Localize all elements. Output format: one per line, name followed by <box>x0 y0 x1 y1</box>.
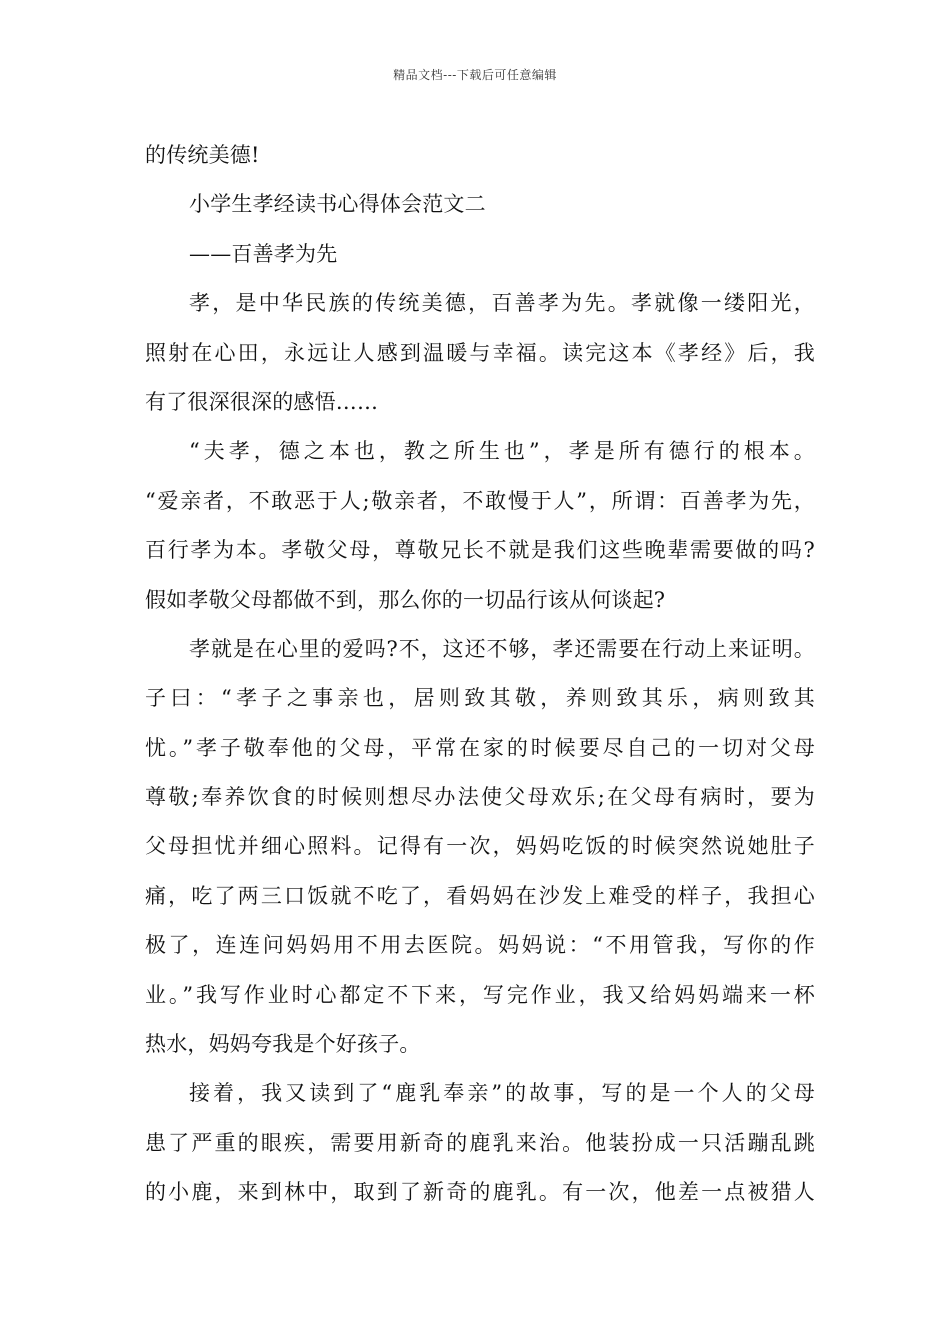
text-line: “夫孝，德之本也，教之所生也”，孝是所有德行的根本。 <box>189 439 815 464</box>
section-subtitle: ——百善孝为先 <box>189 241 338 266</box>
text-line: “爱亲者，不敢恶于人;敬亲者，不敢慢于人”，所谓：百善孝为先， <box>145 488 815 513</box>
text-line: 百行孝为本。孝敬父母，尊敬兄长不就是我们这些晚辈需要做的吗? <box>145 538 815 563</box>
text-line: 热水，妈妈夸我是个好孩子。 <box>145 1032 421 1057</box>
text-line: 假如孝敬父母都做不到，那么你的一切品行该从何谈起? <box>145 587 666 612</box>
text-line: 照射在心田，永远让人感到温暖与幸福。读完这本《孝经》后，我 <box>145 340 815 365</box>
text-line: 痛，吃了两三口饭就不吃了，看妈妈在沙发上难受的样子，我担心 <box>145 883 815 908</box>
text-line: 业。”我写作业时心都定不下来，写完作业，我又给妈妈端来一杯 <box>145 982 815 1007</box>
document-body <box>145 131 815 1218</box>
text-line: 接着，我又读到了“鹿乳奉亲”的故事，写的是一个人的父母 <box>189 1081 815 1106</box>
text-line: 子曰：“孝子之事亲也，居则致其敬，养则致其乐，病则致其 <box>145 686 815 711</box>
text-line: 尊敬;奉养饮食的时候则想尽办法使父母欢乐;在父母有病时，要为 <box>145 785 815 810</box>
text-line: 患了严重的眼疾，需要用新奇的鹿乳来治。他装扮成一只活蹦乱跳 <box>145 1130 815 1155</box>
text-line: 父母担忧并细心照料。记得有一次，妈妈吃饭的时候突然说她肚子 <box>145 834 815 859</box>
text-line: 的传统美德! <box>145 143 260 167</box>
text-line: 孝就是在心里的爱吗?不，这还不够，孝还需要在行动上来证明。 <box>189 636 815 661</box>
section-title: 小学生孝经读书心得体会范文二 <box>189 192 486 217</box>
text-line: 孝，是中华民族的传统美德，百善孝为先。孝就像一缕阳光， <box>189 291 815 316</box>
text-line: 忧。”孝子敬奉他的父母，平常在家的时候要尽自己的一切对父母 <box>145 735 815 760</box>
text-line: 的小鹿，来到林中，取到了新奇的鹿乳。有一次，他差一点被猎人 <box>145 1180 815 1205</box>
text-line: 极了，连连问妈妈用不用去医院。妈妈说：“不用管我，写你的作 <box>145 933 815 958</box>
page-header: 精品文档---下载后可任意编辑 <box>393 68 557 82</box>
text-line: 有了很深很深的感悟…… <box>145 389 379 414</box>
